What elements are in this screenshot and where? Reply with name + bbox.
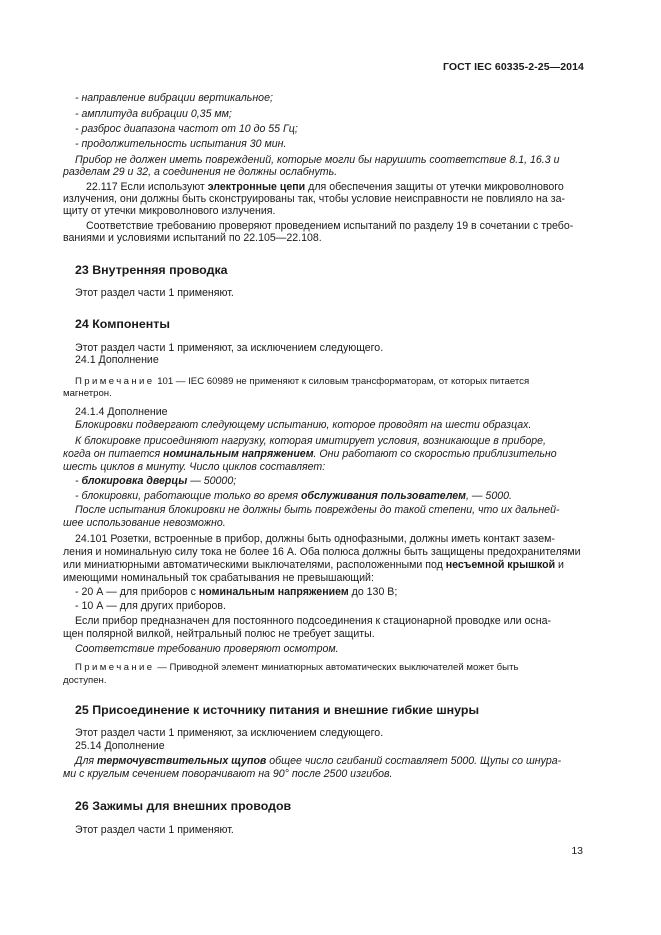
paragraph-line [75, 755, 585, 768]
section-title-25: 25 Присоединение к источнику питания и внешние гибкие шнуры [75, 703, 480, 717]
note-line: магнетрон. [63, 388, 112, 399]
section-title-23: 23 Внутренняя проводка [75, 263, 228, 277]
list-item: - амплитуда вибрации 0,35 мм; [75, 108, 232, 120]
note-label: Примечание [75, 376, 155, 387]
paragraph-line: Этот раздел части 1 применяют, за исключением следующего. [75, 342, 384, 354]
paragraph-line: 24.101 Розетки, встроенные в прибор, должны быть однофазными, должны иметь контакт зазем- [75, 533, 555, 545]
term-electronic-circuits: электронные цепи [207, 181, 306, 193]
note-line: доступен. [63, 675, 107, 686]
text-run: общее число сгибаний составляет 5000. Щупы со шнура- [266, 755, 562, 767]
list-item [75, 475, 585, 488]
text-run: или миниатюрными автоматическими выключателями, расположенными под [63, 559, 446, 571]
subsection-heading: 25.14 Дополнение [75, 740, 165, 752]
list-item: - разброс диапазона частот от 10 до 55 Гц; [75, 123, 298, 135]
paragraph-line: излучения, они должны быть сконструированы так, чтобы условие неисправности не повлияло на за- [63, 193, 566, 205]
paragraph-line: Этот раздел части 1 применяют. [75, 824, 234, 836]
text-run: - блокировки, работающие только во время [75, 490, 301, 502]
list-item [75, 586, 585, 599]
paragraph-line: ваниями и условиями испытаний по 22.105—22.108. [63, 232, 322, 244]
paragraph-line [63, 448, 573, 461]
document-header: ГОСТ IEC 60335-2-25—2014 [442, 61, 584, 73]
text-run: — 50000; [187, 475, 237, 487]
term-user-maintenance: обслуживания пользователем [300, 490, 466, 502]
paragraph-line [63, 559, 573, 572]
note-label: Примечание [75, 662, 155, 673]
text-run: - 20 А — для приборов с [75, 586, 199, 598]
text-run: для обеспечения защиты от утечки микроволнового [305, 181, 564, 193]
paragraph-line: ми с круглым сечением поворачивают на 90° после 2500 изгибов. [63, 768, 393, 780]
paragraph-line: Этот раздел части 1 применяют. [75, 287, 234, 299]
section-title-24: 24 Компоненты [75, 317, 170, 331]
text-run: и [555, 559, 564, 571]
text-run: Для [75, 755, 98, 767]
term-thermal-probes: термочувствительных щупов [97, 755, 267, 767]
paragraph-line: ления и номинальную силу тока не более 16 А. Оба полюса должны быть защищены предохранителями [63, 546, 581, 558]
page-number: 13 [571, 845, 583, 857]
list-item [75, 490, 585, 503]
paragraph-line: имеющими номинальный ток срабатывания не превышающий: [63, 572, 374, 584]
term-rated-voltage: номинальным напряжением [198, 586, 349, 598]
text-run: когда он питается [63, 448, 164, 460]
paragraph-line: Соответствие требованию проверяют проведением испытаний по разделу 19 в сочетании с требо- [86, 220, 574, 232]
term-door-interlock: блокировка дверцы [81, 475, 188, 487]
paragraph-line: щен полярной вилкой, нейтральный полюс не требует защиты. [63, 628, 375, 640]
paragraph-line: шее использование невозможно. [63, 517, 226, 529]
paragraph-line: После испытания блокировки не должны быть повреждены до такой степени, что их дальней- [75, 504, 560, 516]
paragraph-line: щиту от утечки микроволнового излучения. [63, 205, 276, 217]
subsection-heading: 24.1 Дополнение [75, 354, 159, 366]
paragraph-line: шесть циклов в минуту. Число циклов составляет: [63, 461, 326, 473]
list-item: - направление вибрации вертикальное; [75, 92, 273, 104]
text-run: . Они работают со скоростью приблизительно [313, 448, 557, 460]
text-run: - [75, 475, 82, 487]
text-run: 101 — IEC 60989 не применяют к силовым трансформаторам, от которых питается [154, 376, 530, 387]
text-run: , — 5000. [466, 490, 512, 502]
paragraph-line: К блокировке присоединяют нагрузку, которая имитирует условия, возникающие в приборе, [75, 435, 546, 447]
term-non-detachable-cover: несъемной крышкой [445, 559, 556, 571]
note-line [75, 661, 585, 674]
text-run: — Приводной элемент миниатюрных автоматических выключателей может быть [154, 662, 519, 673]
list-item: - продолжительность испытания 30 мин. [75, 138, 287, 150]
paragraph-line: Этот раздел части 1 применяют, за исключением следующего. [75, 727, 384, 739]
paragraph-line: разделам 29 и 32, а соединения не должны ослабнуть. [63, 166, 338, 178]
subsection-heading: 24.1.4 Дополнение [75, 406, 168, 418]
paragraph-line: Блокировки подвергают следующему испытанию, которое проводят на шести образцах. [75, 419, 532, 431]
text-run: до 130 В; [348, 586, 398, 598]
text-run: 22.117 Если используют [86, 181, 208, 193]
section-title-26: 26 Зажимы для внешних проводов [75, 799, 292, 813]
list-item: - 10 А — для других приборов. [75, 600, 226, 612]
paragraph-line: Прибор не должен иметь повреждений, которые могли бы нарушить соответствие 8.1, 16.3 и [75, 154, 560, 166]
paragraph-line: Соответствие требованию проверяют осмотром. [75, 643, 339, 655]
paragraph-line: Если прибор предназначен для постоянного подсоединения к стационарной проводке или осна- [75, 615, 551, 627]
term-rated-voltage: номинальным напряжением [163, 448, 314, 460]
